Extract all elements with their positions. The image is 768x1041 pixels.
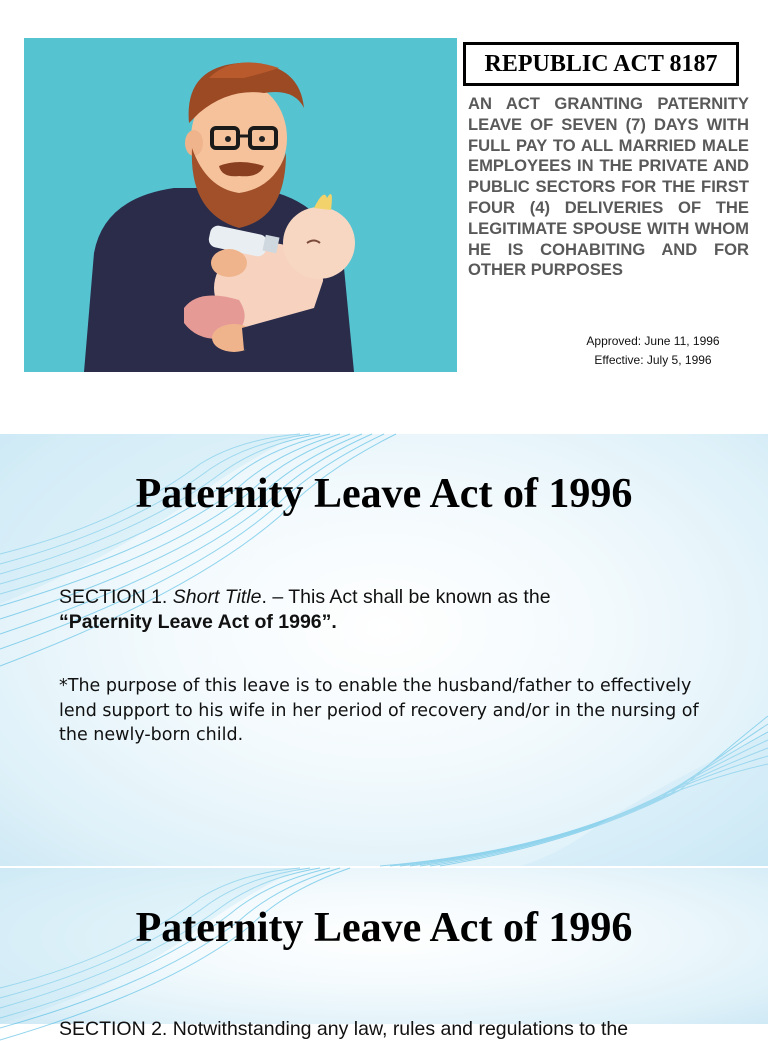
republic-act-description: AN ACT GRANTING PATERNITY LEAVE OF SEVEN (7) DAYS WITH FULL PAY TO ALL MARRIED MALE EMPLOYEES IN THE PRIVATE AND PUBLIC SECTORS FOR THE FIRST FOUR (4) DELIVERIES OF THE LEGITIMATE SPOUSE WITH WHOM HE IS COHABITING AND FOR OTHER PURPOSES: [468, 94, 749, 280]
slide-title: Paternity Leave Act of 1996: [135, 471, 633, 517]
approved-date: Approved: June 11, 1996: [586, 334, 720, 348]
slide-republic-act: [0, 0, 768, 432]
purpose-note: *The purpose of this leave is to enable the husband/father to effectively lend support to his wife in her period of recovery and/or in the nursing of the newly-born child.: [59, 676, 699, 745]
section-1-text: [59, 585, 719, 635]
illustration-svg: [24, 38, 457, 372]
republic-act-title-box: [463, 42, 739, 86]
slide-section-2: [0, 868, 768, 1040]
effective-date: Effective: July 5, 1996: [594, 353, 712, 367]
slide-section-1: [0, 434, 768, 866]
section-1-italic: Short Title: [172, 586, 262, 608]
section-1-act-name: “Paternity Leave Act of 1996”.: [59, 611, 337, 633]
section-2-text: SECTION 2. Notwithstanding any law, rules and regulations to the: [59, 1018, 629, 1040]
section-1-prefix: SECTION 1.: [59, 586, 173, 608]
republic-act-title: REPUBLIC ACT 8187: [484, 50, 718, 77]
section-1-rest: . – This Act shall be known as the: [261, 586, 551, 608]
act-dates: [560, 332, 746, 370]
father-feeding-baby-illustration: [24, 38, 457, 372]
slide-title: Paternity Leave Act of 1996: [135, 905, 633, 951]
